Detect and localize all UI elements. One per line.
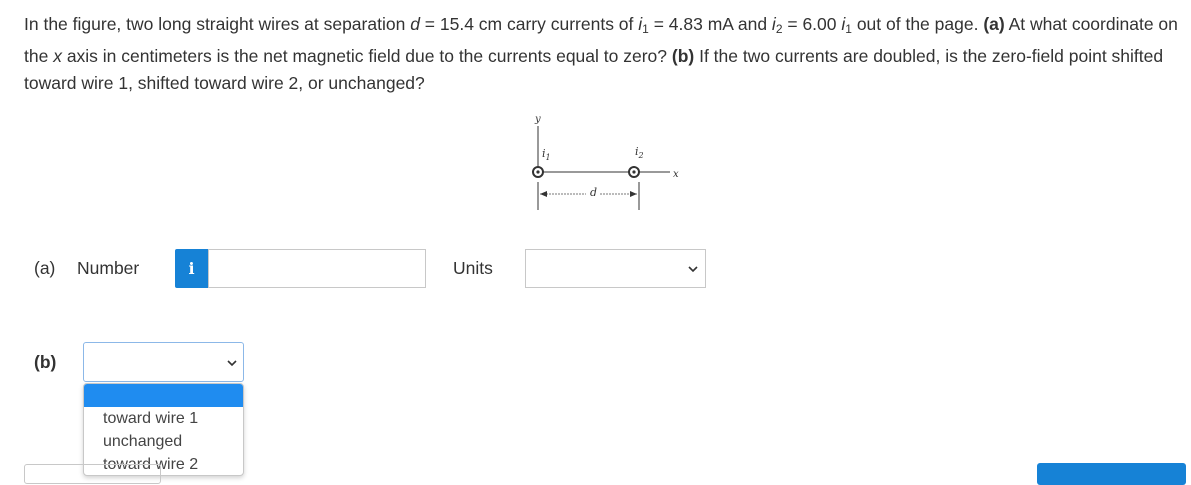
option-unchanged[interactable]: unchanged <box>103 433 183 450</box>
i1-label: $i_1$ <box>542 147 551 162</box>
units-select[interactable] <box>525 249 706 288</box>
part-b-label: (b) <box>34 352 57 372</box>
number-input[interactable] <box>208 249 426 288</box>
wire-figure <box>520 108 700 213</box>
problem-statement: In the figure, two long straight wires at separation d = 15.4 cm carry currents of $i_1 = 4.83$ mA and $i_2 = 6.00$ $i_1$ out of the page. (a) At what coordinate on the x axis in centimeters is the net magnetic field due to the currents equal to zero? (b) If the two currents are doubled, is the zero-field point shifted toward wire 1, shifted toward wire 2, or unchanged? <box>24 14 1178 93</box>
i2-label: $i_2$ <box>635 145 644 160</box>
option-toward-wire-1[interactable]: toward wire 1 <box>103 410 199 427</box>
part-b-select[interactable] <box>83 342 244 382</box>
chevron-down-icon <box>227 358 237 368</box>
units-label: Units <box>453 258 493 278</box>
d-label: d <box>590 186 598 199</box>
y-axis-label: y <box>535 114 541 125</box>
part-a-label: (a) <box>34 258 56 278</box>
option-toward-wire-2[interactable]: toward wire 2 <box>103 456 199 473</box>
dropdown-highlighted-option[interactable] <box>84 384 243 407</box>
info-icon: i <box>188 259 195 278</box>
info-button[interactable] <box>175 249 208 288</box>
number-label: Number <box>77 258 140 278</box>
part-b-dropdown-menu <box>83 383 244 476</box>
x-axis-label: x <box>673 169 679 180</box>
chevron-down-icon <box>688 264 698 274</box>
bottom-left-button-edge[interactable] <box>24 464 161 484</box>
